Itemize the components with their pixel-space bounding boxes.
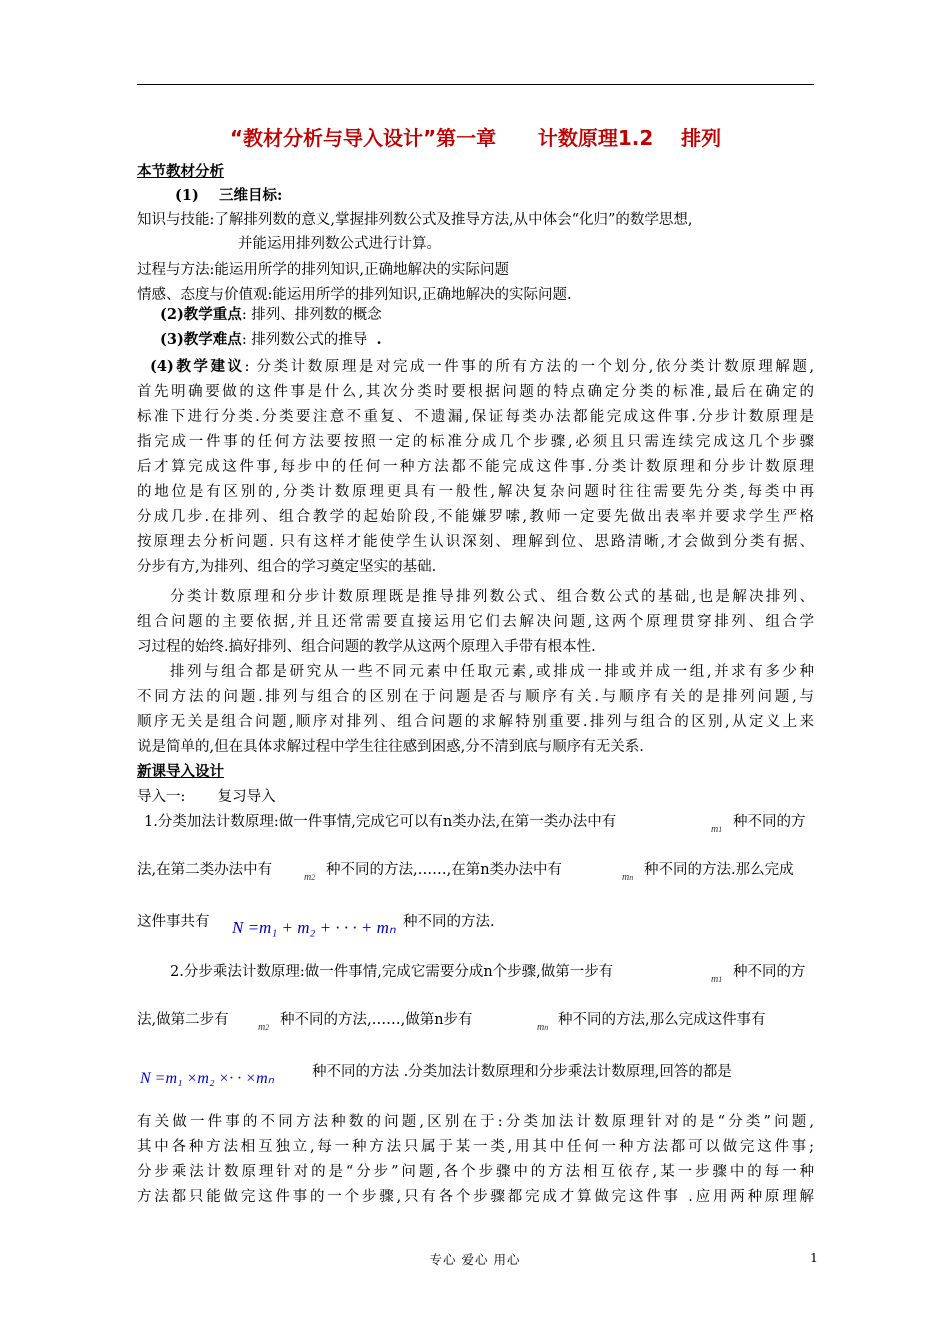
mul-line-1: 2.分步乘法计数原理:做一件事情,完成它需要分成n个步骤,做第一步有	[170, 964, 614, 980]
goal-knowledge-line-2: 并能运用排列数公式进行计算。	[238, 236, 441, 252]
teaching-difficulty-label: (3)教学难点	[160, 331, 242, 348]
prod-formula: N =m₁ ×m₂ ×· · ×mₙ	[140, 1070, 275, 1087]
tail-line-2: 其中各种方法相互独立,每一种方法只属于某一类,用其中任何一种方法都可以做完这件事;	[137, 1139, 814, 1155]
goals-num: (1)	[175, 187, 199, 204]
suggest-line-7: 分成几步.在排列、组合教学的起始阶段,不能嫌罗嗦,教师一定要先做出表率并要求学生严格	[137, 509, 814, 525]
suggest-label: (4)教学建议	[150, 358, 245, 375]
add-line-2b: 种不同的方法,……,在第n类办法中有	[326, 862, 563, 878]
sym-mn-a: mn	[622, 872, 634, 883]
mul-line-1-end: 种不同的方	[733, 964, 806, 980]
page-title: “教材分析与导入设计”第一章 计数原理1.2 排列	[229, 126, 722, 150]
mul-line-3: 种不同的方法 .分类加法计数原理和分步乘法计数原理,回答的都是	[312, 1064, 732, 1080]
goals-heading	[175, 184, 852, 208]
tail-line-4: 方法都只能做完这件事的一个步骤,只有各个步骤都完成才算做完这件事 .应用两种原理解	[137, 1189, 814, 1205]
mul-line-2a: 法,做第二步有	[137, 1012, 229, 1028]
add-line-2a: 法,在第二类办法中有	[137, 862, 273, 878]
suggest-line-3: 标准下进行分类.分类要注意不重复、不遗漏,保证每类办法都能完成这件事.分步计数原理是	[137, 409, 814, 425]
tail-line-1: 有关做一件事的不同方法种数的问题,区别在于:分类加法计数原理针对的是“分类”问题,	[137, 1114, 814, 1130]
intro-title: 复习导入	[217, 789, 276, 805]
sym-mn-b: mn	[537, 1022, 549, 1033]
mul-line-2c: 种不同的方法,那么完成这件事有	[558, 1012, 766, 1028]
para3-line-4: 说是简单的,但在具体求解过程中学生往往感到困惑,分不清到底与顺序有无关系.	[137, 739, 644, 755]
teaching-difficulty-end: .	[376, 331, 382, 348]
suggest-line-8: 按原理去分析问题. 只有这样才能使学生认识深刻、理解到位、思路清晰,才会做到分类有据、	[137, 534, 814, 550]
para2-line-1: 分类计数原理和分步计数原理既是推导排列数公式、组合数公式的基础,也是解决排列、	[170, 589, 814, 605]
goals-label: 三维目标:	[219, 187, 283, 204]
add-line-3b: 种不同的方法.	[403, 914, 495, 930]
teaching-key-text: : 排列、排列数的概念	[241, 307, 382, 323]
sym-m1-a: m1	[711, 824, 723, 835]
suggest-line-9: 分步有方,为排列、组合的学习奠定坚实的基础.	[137, 559, 437, 575]
sym-m2-a: m2	[304, 872, 316, 883]
para3-line-1: 排列与组合都是研究从一些不同元素中任取元素,或排成一排或并成一组,并求有多少种	[170, 664, 814, 680]
para2-line-2: 组合问题的主要依据,并且还常需要直接运用它们去解决问题,这两个原理贯穿排列、组合学	[137, 614, 814, 630]
sym-m2-b: m2	[258, 1022, 270, 1033]
suggest-line-5: 后才算完成这件事,每步中的任何一种方法都不能完成这件事.分类计数原理和分步计数原理	[137, 459, 814, 475]
teaching-difficulty	[160, 328, 837, 352]
page-footer: 专心 爱心 用心	[429, 1252, 521, 1267]
teaching-key-label: (2)教学重点	[160, 306, 242, 323]
para2-line-3: 习过程的始终.搞好排列、组合问题的教学从这两个原理入手带有根本性.	[137, 639, 596, 655]
suggest-line-4: 指完成一件事的任何方法要按照一定的标准分成几个步骤,必须且只需连续完成这几个步骤	[137, 434, 814, 450]
header-rule	[137, 84, 814, 85]
add-line-1-end: 种不同的方	[733, 814, 806, 830]
intro-one	[137, 785, 814, 809]
para3-line-2: 不同方法的问题.排列与组合的区别在于问题是否与顺序有关.与顺序有关的是排列问题,与	[137, 689, 814, 705]
suggest-line-6: 的地位是有区别的,分类计数原理更具有一般性,解决复杂问题时往往需要先分类,每类中再	[137, 484, 814, 500]
section-heading-analysis: 本节教材分析	[137, 163, 224, 180]
para3-line-3: 顺序无关是组合问题,顺序对排列、组合问题的求解特别重要.排列与组合的区别,从定义上来	[137, 714, 814, 730]
sum-formula: N =m₁ + m₂ + · · · + mₙ	[232, 918, 396, 937]
intro-label: 导入一:	[137, 789, 186, 805]
add-line-3a: 这件事共有	[137, 914, 210, 930]
teaching-key	[160, 303, 837, 327]
sym-m1-b: m1	[711, 974, 723, 985]
goal-emotion: 情感、态度与价值观:能运用所学的排列知识,正确地解决的实际问题.	[137, 287, 572, 303]
teaching-difficulty-text: : 排列数公式的推导	[241, 332, 368, 348]
mul-line-2b: 种不同的方法,……,做第n步有	[280, 1012, 473, 1028]
section-heading-intro: 新课导入设计	[137, 763, 224, 780]
tail-line-3: 分步乘法计数原理针对的是“分步”问题,各个步骤中的方法相互依存,某一步骤中的每一种	[137, 1164, 814, 1180]
page-number: 1	[810, 1250, 818, 1265]
goal-process: 过程与方法:能运用所学的排列知识,正确地解决的实际问题	[137, 262, 509, 278]
goal-knowledge-line-1: 知识与技能:了解排列数的意义,掌握排列数公式及推导方法,从中体会“化归”的数学思想,	[137, 212, 693, 228]
add-line-2c: 种不同的方法.那么完成	[644, 862, 794, 878]
add-line-1: 1.分类加法计数原理:做一件事情,完成它可以有n类办法,在第一类办法中有	[144, 814, 617, 830]
suggest-line-1: (4)教学建议: 分类计数原理是对完成一件事的所有方法的一个划分,依分类计数原理解题,	[150, 358, 814, 375]
suggest-line-2: 首先明确要做的这件事是什么,其次分类时要根据问题的特点确定分类的标准,最后在确定的	[137, 384, 814, 400]
